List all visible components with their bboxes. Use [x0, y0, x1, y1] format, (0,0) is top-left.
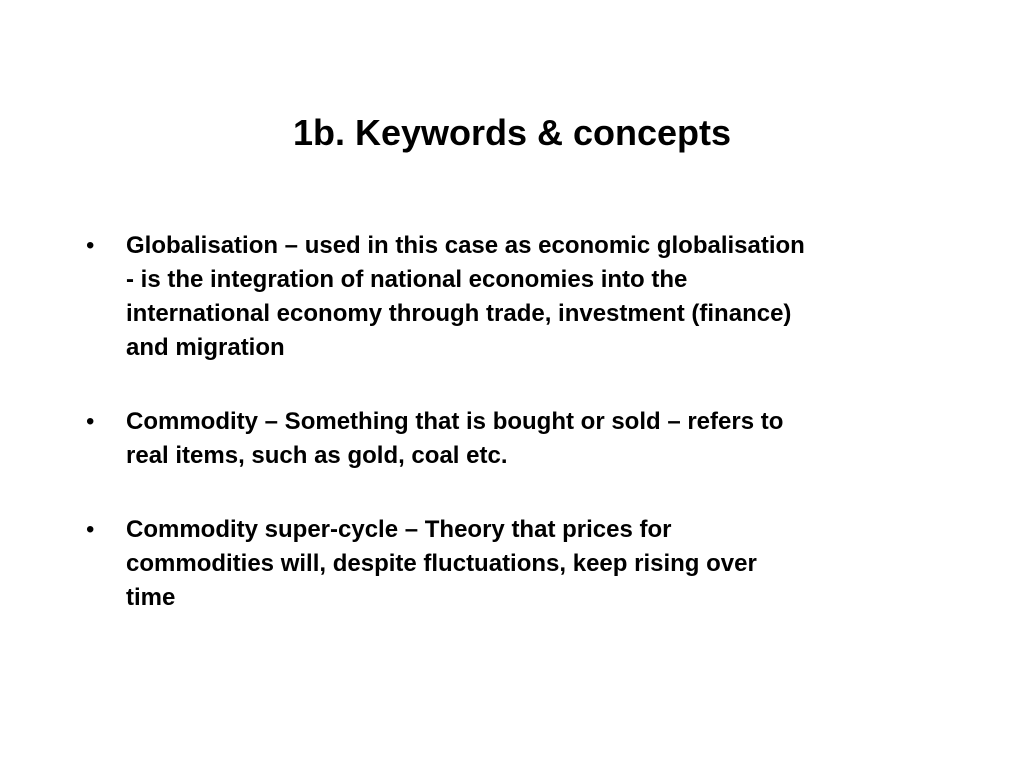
bullet-line: time [126, 584, 176, 611]
bullet-globalisation [84, 229, 944, 365]
bullet-list [84, 229, 944, 615]
bullet-line: Globalisation – used in this case as economic globalisation [126, 232, 805, 259]
bullet-icon: • [86, 408, 95, 435]
bullet-line: and migration [126, 334, 285, 361]
bullet-line: international economy through trade, investment (finance) [126, 300, 792, 327]
bullet-commodity-super-cycle [84, 513, 944, 615]
slide-title: 1b. Keywords & concepts [292, 112, 732, 153]
bullet-line: real items, such as gold, coal etc. [126, 442, 508, 469]
bullet-icon: • [86, 516, 95, 543]
bullet-icon: • [86, 232, 95, 259]
bullet-line: Commodity – Something that is bought or sold – refers to [126, 408, 784, 435]
bullet-commodity [84, 405, 944, 473]
bullet-line: commodities will, despite fluctuations, keep rising over [126, 550, 757, 577]
bullet-line: - is the integration of national economies into the [126, 266, 688, 293]
bullet-line: Commodity super-cycle – Theory that prices for [126, 516, 672, 543]
